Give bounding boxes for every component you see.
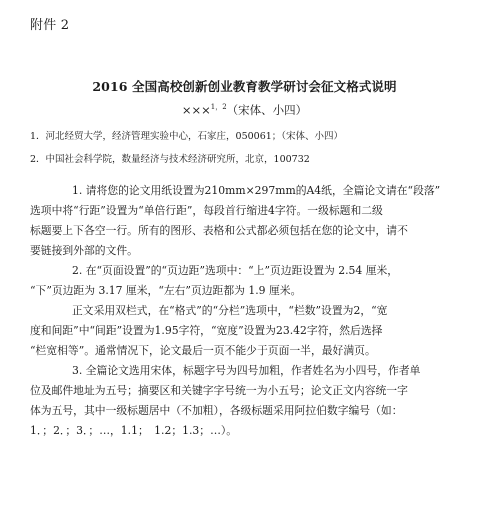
paragraph-2 xyxy=(30,261,462,301)
attachment-label: 附件 2 xyxy=(30,18,70,33)
body-line: 度和间距”中“间距”设置为1.95字符，“宽度”设置为23.42字符，然后选择 xyxy=(30,324,383,337)
author-superscript: 1，2 xyxy=(210,103,227,112)
body-line: 3. 全篇论文选用宋体，标题字号为四号加粗，作者姓名为小四号，作者单 xyxy=(72,364,421,377)
affiliation-2: 2．中国社会科学院，数量经济与技术经济研究所，北京，100732 xyxy=(30,154,310,165)
author-font-note: （宋体、小四） xyxy=(226,103,308,117)
body-line: 体为五号，其中一级标题居中（不加粗），各级标题采用阿拉伯数字编号（如： xyxy=(30,404,403,417)
body-line: 2. 在“页面设置”的“页边距”选项中：“上”页边距设置为 2.54 厘米， xyxy=(72,264,399,277)
body-line: 位及邮件地址为五号；摘要区和关键字字号统一为小五号；论文正文内容统一字 xyxy=(30,384,408,397)
body-line: “栏宽相等”。通常情况下，论文最后一页不能少于页面一半，最好满页。 xyxy=(30,344,376,357)
body-line: 选项中将“行距”设置为“单倍行距”，每段首行缩进4字符。一级标题和二级 xyxy=(30,204,383,217)
body-line: 要链接到外部的文件。 xyxy=(30,244,138,257)
body-line: “下”页边距为 3.17 厘米，“左右”页边距都为 1.9 厘米。 xyxy=(30,284,302,297)
body-line: 正文采用双栏式，在“格式”的“分栏”选项中，“栏数”设置为2，“宽 xyxy=(72,304,388,317)
affiliation-1: 1．河北经贸大学，经济管理实验中心，石家庄，050061；（宋体、小四） xyxy=(30,131,344,142)
body-line: 1．；2．；3．；…，1.1； 1.2；1.3；…）。 xyxy=(30,424,238,437)
author-line xyxy=(0,102,489,118)
paragraph-1 xyxy=(30,181,462,261)
paragraph-3 xyxy=(30,301,462,361)
body-line: 标题要上下各空一行。所有的图形、表格和公式都必须包括在您的论文中，请不 xyxy=(30,224,408,237)
paragraph-4 xyxy=(30,361,462,441)
body-line: 1. 请将您的论文用纸设置为210mm×297mm的A4纸，全篇论文请在“段落” xyxy=(72,184,441,197)
author-names: ××× xyxy=(181,103,211,117)
document-title: 2016 全国高校创新创业教育教学研讨会征文格式说明 xyxy=(92,79,397,94)
